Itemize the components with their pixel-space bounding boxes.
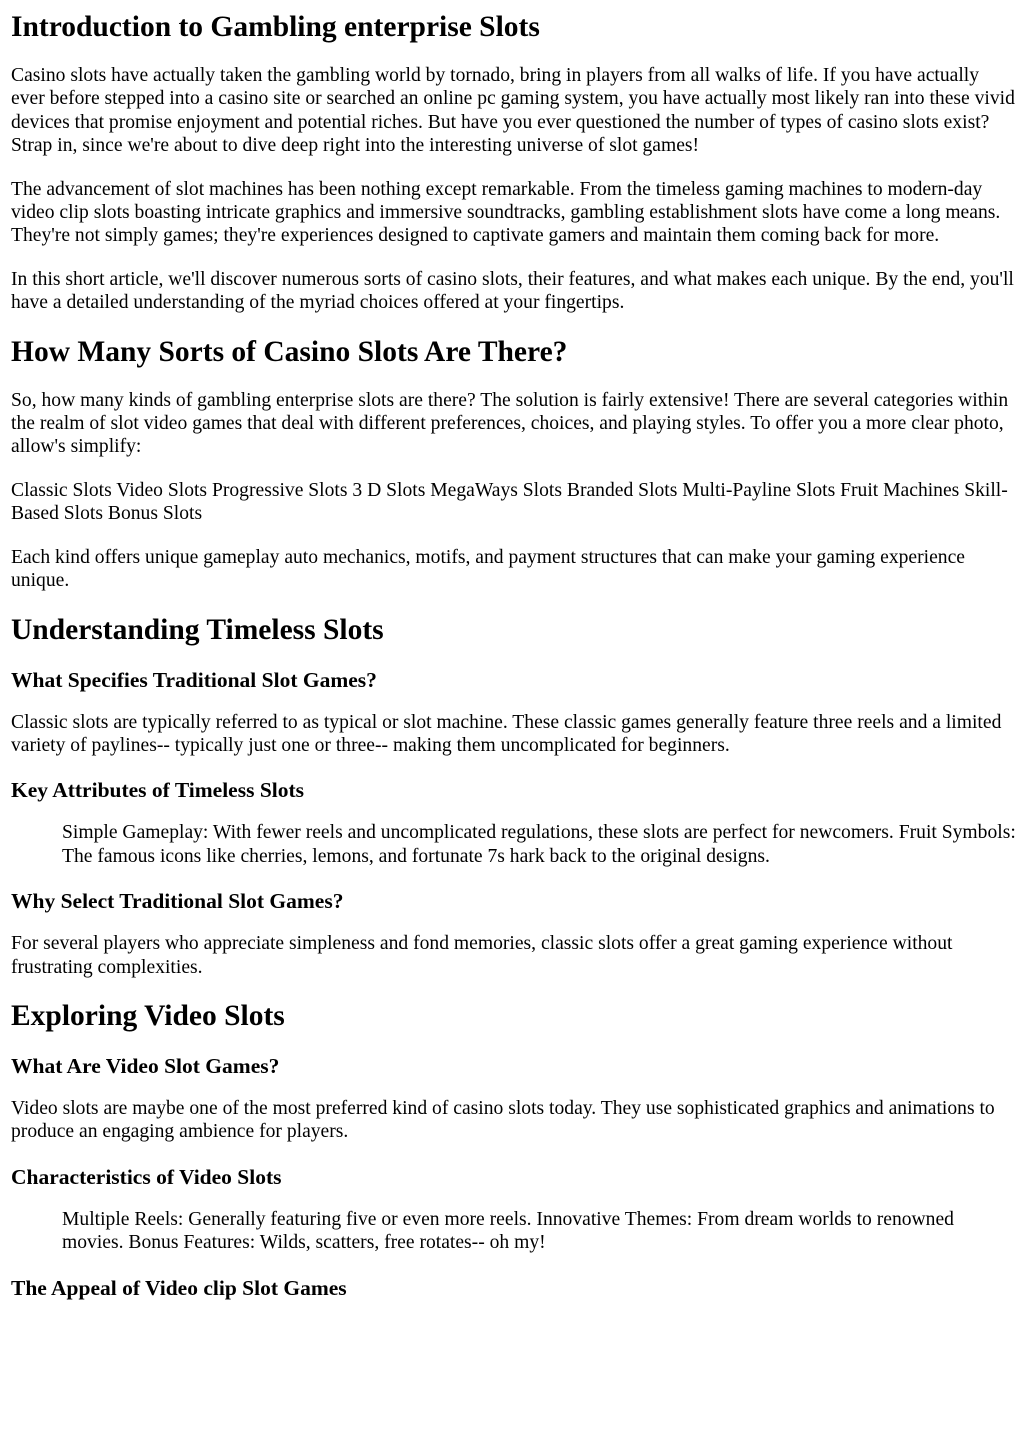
how-many-paragraph-3: Each kind offers unique gameplay auto mechanics, motifs, and payment structures that can make your gaming experience unique. bbox=[11, 546, 965, 592]
subheading-video-appeal: The Appeal of Video clip Slot Games bbox=[11, 1275, 347, 1300]
classic-attributes-quote: Simple Gameplay: With fewer reels and uncomplicated regulations, these slots are perfect for newcomers. Fruit Symbols: The famous icons like cherries, lemons, and fortunate 7s hark back to the original designs. bbox=[62, 822, 1016, 867]
article bbox=[0, 10, 1024, 1301]
classic-definition-paragraph: Classic slots are typically referred to as typical or slot machine. These classic games generally feature three reels and a limited variety of paylines-- typically just one or three-- making them uncomplicated for beginners. bbox=[11, 711, 1002, 756]
heading-video-slots: Exploring Video Slots bbox=[11, 999, 285, 1032]
intro-paragraph-1: Casino slots have actually taken the gambling world by tornado, bring in players from all walks of life. If you have actually ever before stepped into a casino site or searched an online pc gaming system, you have actually most likely ran into these vivid devices that promise enjoyment and potential riches. But have you ever questioned the number of types of casino slots exist? Strap in, since we're about to dive deep right into the interesting universe of slot games! bbox=[11, 65, 1015, 157]
heading-introduction: Introduction to Gambling enterprise Slots bbox=[11, 11, 540, 43]
classic-why-paragraph: For several players who appreciate simpleness and fond memories, classic slots offer a great gaming experience without frustrating complexities. bbox=[11, 933, 953, 978]
subheading-key-attributes: Key Attributes of Timeless Slots bbox=[11, 778, 305, 803]
how-many-paragraph-1: So, how many kinds of gambling enterprise slots are there? The solution is fairly extensive! There are several categories within the realm of slot video games that deal with different preferences, choices, and playing styles. To offer you a more clear photo, allow's simplify: bbox=[11, 389, 1009, 458]
video-definition-paragraph: Video slots are maybe one of the most preferred kind of casino slots today. They use sophisticated graphics and animations to produce an engaging ambience for players. bbox=[11, 1097, 995, 1143]
slot-types-list: Classic Slots Video Slots Progressive Slots 3 D Slots MegaWays Slots Branded Slots Multi-Payline Slots Fruit Machines Skill-Based Slots Bonus Slots bbox=[11, 479, 1008, 525]
subheading-why-select: Why Select Traditional Slot Games? bbox=[11, 889, 344, 914]
heading-how-many-sorts: How Many Sorts of Casino Slots Are There? bbox=[11, 335, 568, 368]
subheading-what-are-video: What Are Video Slot Games? bbox=[11, 1053, 280, 1078]
intro-paragraph-3: In this short article, we'll discover numerous sorts of casino slots, their features, and what makes each unique. By the end, you'll have a detailed understanding of the myriad choices offered at your fingertips. bbox=[11, 268, 1014, 314]
subheading-what-specifies: What Specifies Traditional Slot Games? bbox=[11, 667, 377, 692]
video-characteristics-quote: Multiple Reels: Generally featuring five or even more reels. Innovative Themes: From dream worlds to renowned movies. Bonus Features: Wilds, scatters, free rotates-- oh my! bbox=[62, 1208, 954, 1254]
subheading-video-characteristics: Characteristics of Video Slots bbox=[11, 1164, 282, 1189]
heading-timeless-slots: Understanding Timeless Slots bbox=[11, 613, 384, 646]
intro-paragraph-2: The advancement of slot machines has been nothing except remarkable. From the timeless gaming machines to modern-day video clip slots boasting intricate graphics and immersive soundtracks, gambling establishment slots have come a long means. They're not simply games; they're experiences designed to captivate gamers and maintain them coming back for more. bbox=[11, 178, 1001, 247]
